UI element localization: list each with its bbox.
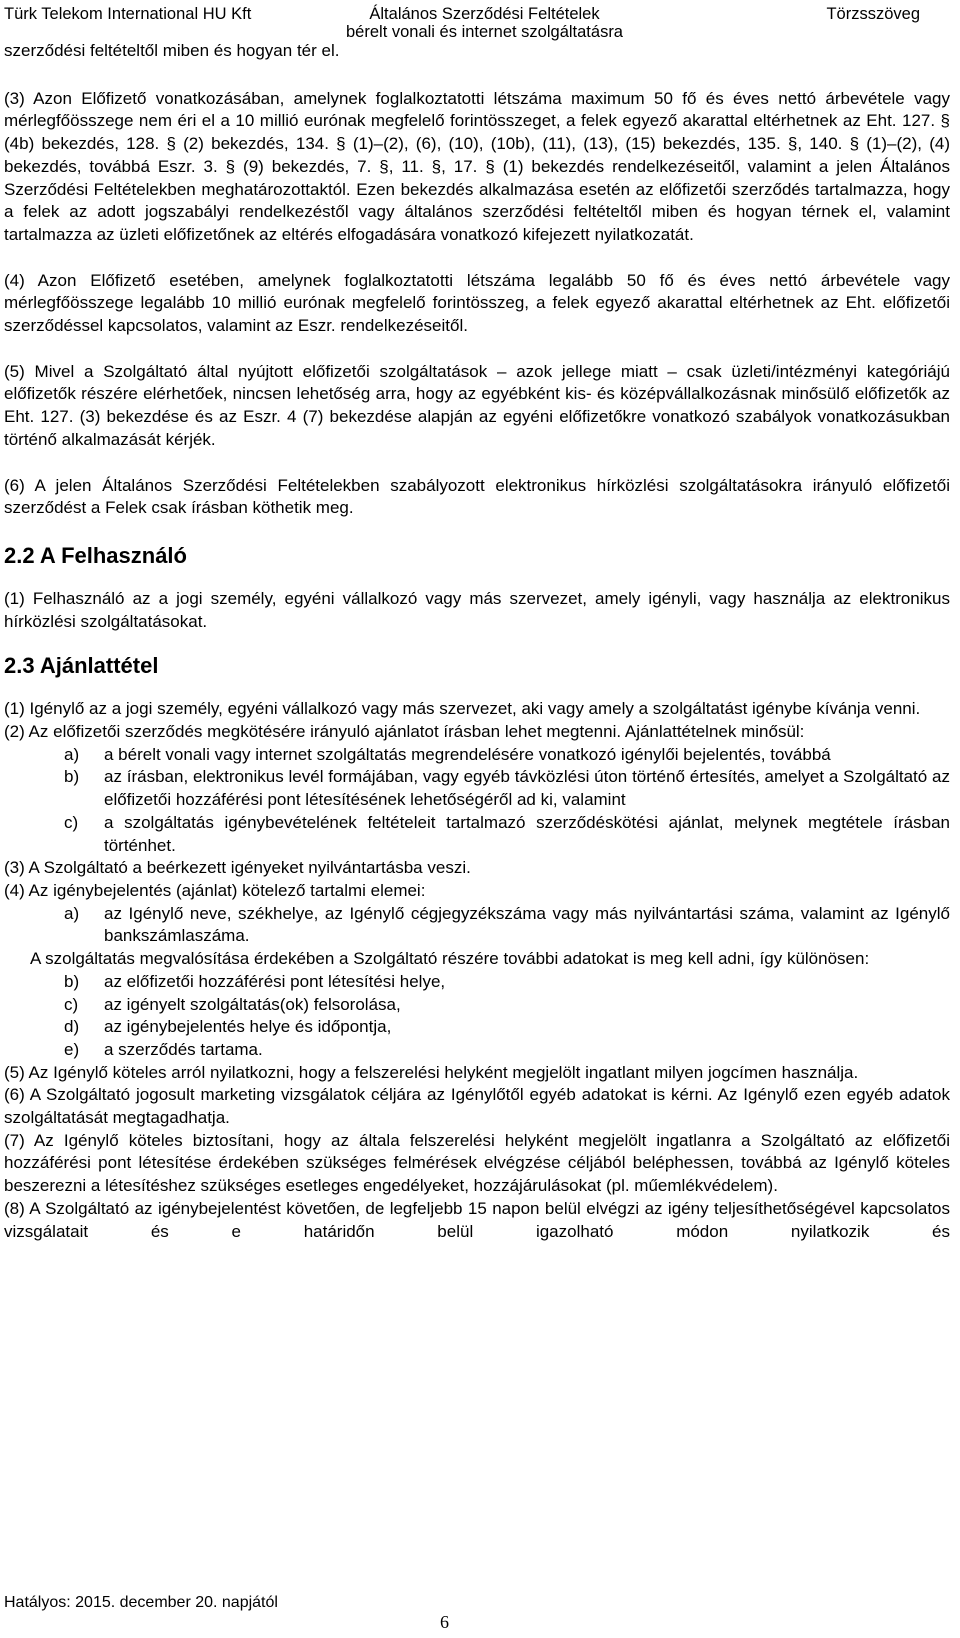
paragraph-2-3-1: (1) Igénylő az a jogi személy, egyéni vállalkozó vagy más szervezet, aki vagy amely a szolgáltatást igénybe kívánja venni. <box>4 699 921 719</box>
list-item-label: b) <box>64 971 80 991</box>
paragraph-2-3-8: (8) A Szolgáltató az igénybejelentést követően, de legfeljebb 15 napon belül elvégzi az igény teljesíthetőségével kapcsolatos vizsgálatait és e határidőn belül igazolható módon nyilatkozik és <box>4 1198 950 1241</box>
list-item-label: c) <box>64 812 79 832</box>
effective-date: Hatályos: 2015. december 20. napjától <box>4 1594 278 1611</box>
header-doc-title-line2: bérelt vonali és internet szolgáltatásra <box>346 23 623 41</box>
paragraph-2-1-3: (3) Azon Előfizető vonatkozásában, amelynek foglalkoztatotti létszáma maximum 50 fő és éves nettó árbevétele vagy mérlegfőösszege nem éri el a 10 millió eurónak megfelelő forintösszeget, a felek egyező akarattal eltérhetnek az Eht. 127. § (4b) bekezdés, 128. § (2) bekezdés, 134. § (1)–(2), (6), (10), (10b), (11), (13), (15) bekezdés, 135. §, 140. § (1)–(2), (4) bekezdés, továbbá Eszr. 3. § (9) bekezdés, 7. §, 11. §, 17. § (1) bekezdés rendelkezéseitől, valamint a jelen Általános Szerződési Feltételekben meghatározottaktól. Ezen bekezdés alkalmazása esetén az előfizetői szerződés tartalmazza, hogy a felek az adott jogszabályi rendelkezéstől vagy általános szerződési feltételtől miben és hogyan térnek el, valamint tartalmazza az üzleti előfizetőnek az eltérés elfogadására vonatkozó kifejezett nyilatkozatát. <box>4 88 950 244</box>
list-item <box>4 1016 950 1039</box>
paragraph-2-3-2: (2) Az előfizetői szerződés megkötésére irányuló ajánlatot írásban lehet megtenni. Ajánlattételnek minősül: <box>4 722 805 742</box>
page-number: 6 <box>440 1612 449 1632</box>
paragraph-2-3-4-middle: A szolgáltatás megvalósítása érdekében a Szolgáltató részére további adatokat is meg kell adni, így különösen: <box>30 949 870 969</box>
paragraph-2-3-7: (7) Az Igénylő köteles biztosítani, hogy az általa felszerelési helyként megjelölt ingatlanra a Szolgáltató az előfizetői hozzáférési pont létesítése érdekében szükséges felmérések elvégzése céljából beléphessen, továbbá az Igénylő köteles beszerezni a létesítéshez szükséges esetleges engedélyeket, hozzájárulásokat (pl. műemlékvédelem). <box>4 1130 950 1196</box>
header-company: Türk Telekom International HU Kft <box>4 5 252 23</box>
list-item <box>4 766 950 811</box>
list-item <box>4 812 950 857</box>
list-item-label: a) <box>64 903 80 923</box>
list-item <box>4 744 950 767</box>
list-item <box>4 994 950 1017</box>
list-item-label: e) <box>64 1039 80 1059</box>
list-item-text: az igényelt szolgáltatás(ok) felsorolása, <box>104 994 401 1014</box>
list-item-text: az Igénylő neve, székhelye, az Igénylő cégjegyzékszáma vagy más nyilvántartási száma, valamint az Igénylő bankszámlaszáma. <box>104 903 950 946</box>
paragraph-2-1-4: (4) Azon Előfizető esetében, amelynek foglalkoztatotti létszáma legalább 50 fő és éves nettó árbevétele vagy mérlegfőösszege legalább 10 millió eurónak megfelelő forintösszeg, a felek egyező akarattal eltérhetnek az Eht. előfizetői szerződéssel kapcsolatos, valamint az Eszr. rendelkezéseitől. <box>4 270 950 336</box>
list-item <box>4 1039 950 1062</box>
list-item <box>4 971 950 994</box>
section-heading-2-3: 2.3 Ajánlattétel <box>4 653 159 679</box>
list-item-text: az igénybejelentés helye és időpontja, <box>104 1017 392 1037</box>
paragraph-2-1-5: (5) Mivel a Szolgáltató által nyújtott előfizetői szolgáltatások – azok jellege miatt – csak üzleti/intézményi kategóriájú előfizetők részére elérhetőek, nincsen lehetőség arra, hogy az egyébként kis- és középvállalkozásnak minősülő előfizetők az Eht. 127. (3) bekezdése és az Eszr. 4 (7) bekezdése alapján az egyéni előfizetőkre vonatkozó szabályok vonatkozásukban történő alkalmazását kérjék. <box>4 361 950 449</box>
document-body <box>4 40 950 1243</box>
list-item-text: a szolgáltatás igénybevételének feltételeit tartalmazó szerződéskötési ajánlat, melynek megtétele írásban történhet. <box>104 812 950 855</box>
section-heading-2-2: 2.2 A Felhasználó <box>4 542 187 568</box>
list-item-label: b) <box>64 767 80 787</box>
list-item-label: d) <box>64 1017 80 1037</box>
list-item-label: c) <box>64 994 79 1014</box>
header-doc-title <box>346 5 623 41</box>
list-item-text: a szerződés tartama. <box>104 1039 263 1059</box>
paragraph-2-3-3: (3) A Szolgáltató a beérkezett igényeket nyilvántartásba veszi. <box>4 858 471 878</box>
header-doc-title-line1: Általános Szerződési Feltételek <box>369 5 600 23</box>
page-header <box>4 5 920 41</box>
paragraph-2-1-6: (6) A jelen Általános Szerződési Feltételekben szabályozott elektronikus hírközlési szolgáltatásokra irányuló előfizetői szerződést a Felek csak írásban köthetik meg. <box>4 475 950 518</box>
list-item <box>4 903 950 948</box>
intro-line: szerződési feltételtől miben és hogyan tér el. <box>4 41 340 60</box>
paragraph-2-3-6: (6) A Szolgáltató jogosult marketing vizsgálatok céljára az Igénylőtől egyéb adatokat is kérni. Az Igénylő ezen egyéb adatok szolgáltatását megtagadhatja. <box>4 1085 950 1128</box>
paragraph-2-2-1: (1) Felhasználó az a jogi személy, egyéni vállalkozó vagy más szervezet, amely igényli, vagy használja az elektronikus hírközlési szolgáltatásokat. <box>4 588 950 631</box>
paragraph-2-3-4: (4) Az igénybejelentés (ajánlat) kötelező tartalmi elemei: <box>4 880 426 900</box>
list-item-text: a bérelt vonali vagy internet szolgáltatás megrendelésére vonatkozó igénylői bejelentés, továbbá <box>104 744 831 764</box>
paragraph-2-3-5: (5) Az Igénylő köteles arról nyilatkozni, hogy a felszerelési helyként megjelölt ingatlant milyen jogcímen használja. <box>4 1062 859 1082</box>
header-doc-type: Törzsszöveg <box>826 5 920 23</box>
list-item-label: a) <box>64 744 80 764</box>
list-item-text: az előfizetői hozzáférési pont létesítési helye, <box>104 971 446 991</box>
list-item-text: az írásban, elektronikus levél formájában, vagy egyéb távközlési úton történő értesítés, amelyet a Szolgáltató az előfizetői hozzáférési pont létesítésének lehetőségéről ad ki, valamint <box>104 767 950 810</box>
